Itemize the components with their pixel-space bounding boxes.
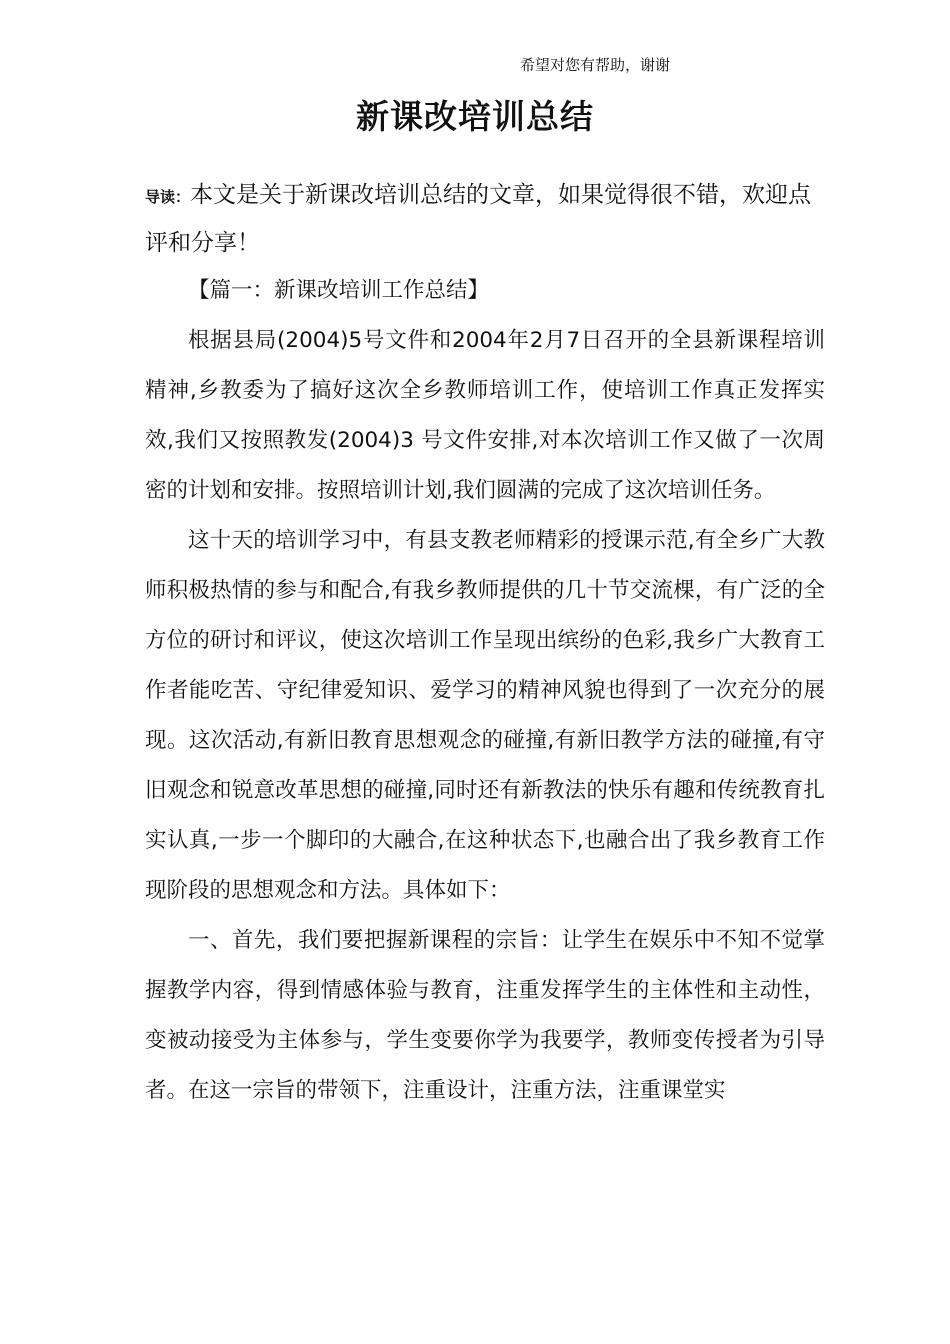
intro-label: 导读： xyxy=(145,188,191,206)
header-note: 希望对您有帮助，谢谢 xyxy=(520,56,671,74)
document-body xyxy=(145,266,825,1116)
intro-block xyxy=(145,172,825,266)
intro-text: 本文是关于新课改培训总结的文章，如果觉得很不错，欢迎点评和分享！ xyxy=(145,182,812,256)
section-heading: 【篇一：新课改培训工作总结】 xyxy=(188,278,490,303)
paragraph-1: 根据县局(2004)5号文件和2004年2月7日召开的全县新课程培训精神,乡教委为了搞好这次全乡教师培训工作，使培训工作真正发挥实效,我们又按照教发(2004)3 号文件安排,对本次培训工作又做了一次周密的计划和安排。按照培训计划,我们圆满的完成了这次培训任务。 xyxy=(145,328,825,503)
paragraph-2: 这十天的培训学习中，有县支教老师精彩的授课示范,有全乡广大教师积极热情的参与和配合,有我乡教师提供的几十节交流棵，有广泛的全方位的研讨和评议，使这次培训工作呈现出缤纷的色彩,我乡广大教育工作者能吃苦、守纪律爱知识、爱学习的精神风貌也得到了一次充分的展现。这次活动,有新旧教育思想观念的碰撞,有新旧教学方法的碰撞,有守旧观念和锐意改革思想的碰撞,同时还有新教法的快乐有趣和传统教育扎实认真,一步一个脚印的大融合,在这种状态下,也融合出了我乡教育工作现阶段的思想观念和方法。具体如下： xyxy=(145,528,825,903)
document-title: 新课改培训总结 xyxy=(356,97,594,136)
paragraph-3: 一、首先，我们要把握新课程的宗旨：让学生在娱乐中不知不觉掌握教学内容，得到情感体验与教育，注重发挥学生的主体性和主动性，变被动接受为主体参与，学生变要你学为我要学，教师变传授者为引导者。在这一宗旨的带领下，注重设计，注重方法，注重课堂实 xyxy=(145,928,825,1103)
